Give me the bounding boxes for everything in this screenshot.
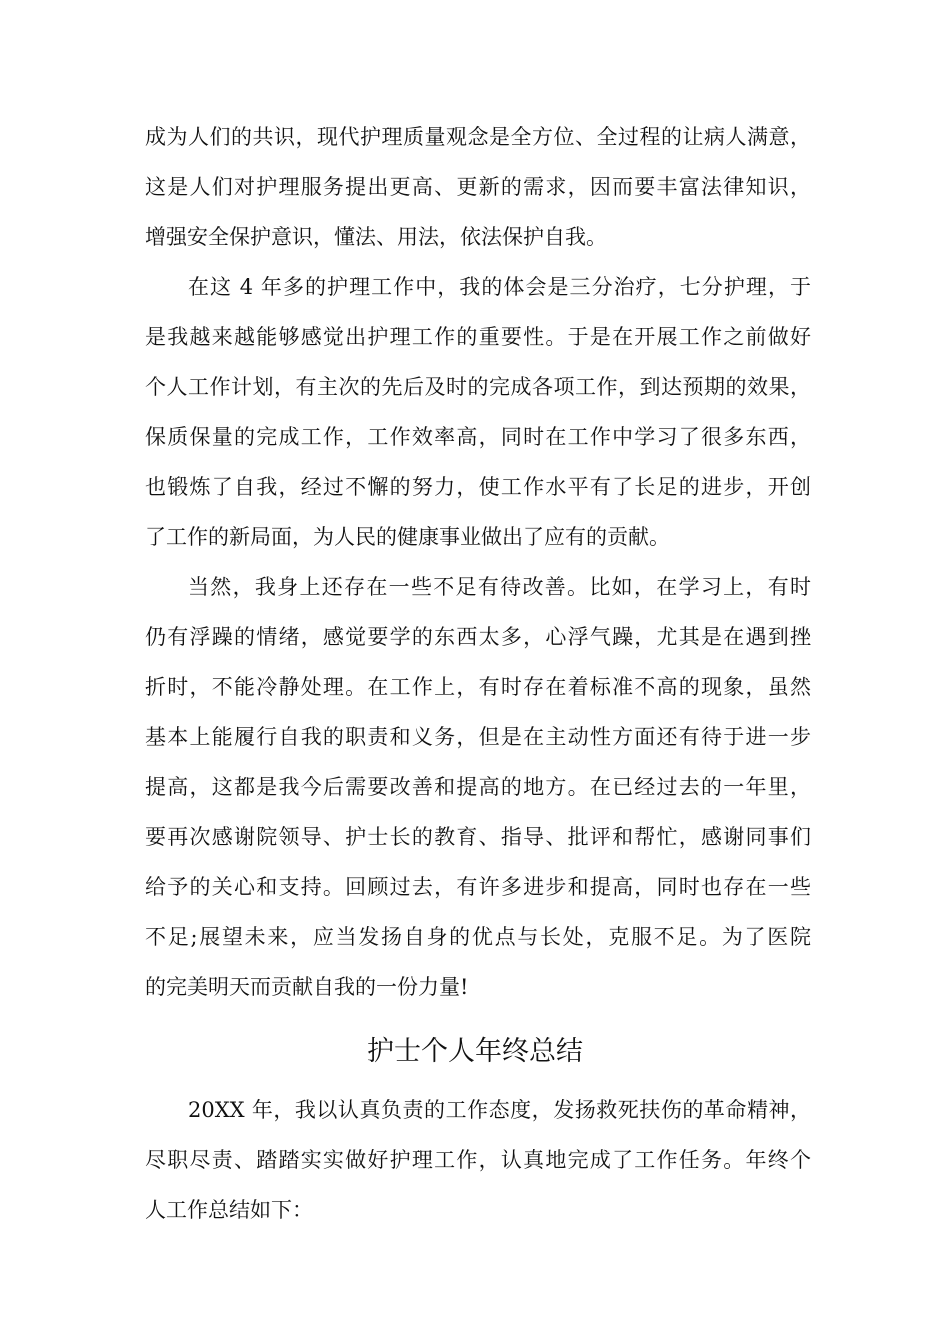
paragraph-1-line-3: 增强安全保护意识，懂法、用法，依法保护自我。	[145, 225, 607, 249]
paragraph-1-line-1: 成为人们的共识，现代护理质量观念是全方位、全过程的让病人满意，	[145, 125, 811, 149]
paragraph-2-line-5: 也锻炼了自我，经过不懈的努力，使工作水平有了长足的进步，开创	[145, 475, 811, 499]
paragraph-3-line-5: 提高，这都是我今后需要改善和提高的地方。在已经过去的一年里，	[145, 775, 811, 799]
paragraph-3-line-9: 的完美明天而贡献自我的一份力量!	[145, 975, 469, 999]
paragraph-2-line-3: 个人工作计划，有主次的先后及时的完成各项工作，到达预期的效果，	[145, 375, 811, 399]
paragraph-3-line-4: 基本上能履行自我的职责和义务，但是在主动性方面还有待于进一步	[145, 725, 811, 749]
paragraph-3-line-2: 仍有浮躁的情绪，感觉要学的东西太多，心浮气躁，尤其是在遇到挫	[145, 625, 811, 649]
paragraph-3-line-6: 要再次感谢院领导、护士长的教育、指导、批评和帮忙，感谢同事们	[145, 825, 811, 849]
paragraph-4-line-2: 尽职尽责、踏踏实实做好护理工作，认真地完成了工作任务。年终个	[145, 1148, 811, 1172]
paragraph-4-line-1: 20XX 年，我以认真负责的工作态度，发扬救死扶伤的革命精神，	[188, 1098, 811, 1122]
paragraph-2-line-1: 在这 4 年多的护理工作中，我的体会是三分治疗，七分护理，于	[188, 275, 811, 299]
paragraph-3-line-8: 不足;展望未来，应当发扬自身的优点与长处，克服不足。为了医院	[145, 925, 811, 949]
paragraph-1-line-2: 这是人们对护理服务提出更高、更新的需求，因而要丰富法律知识，	[145, 175, 811, 199]
paragraph-2-line-2: 是我越来越能够感觉出护理工作的重要性。于是在开展工作之前做好	[145, 325, 811, 349]
paragraph-3-line-3: 折时，不能冷静处理。在工作上，有时存在着标准不高的现象，虽然	[145, 675, 811, 699]
paragraph-3-line-1: 当然，我身上还存在一些不足有待改善。比如，在学习上，有时	[188, 575, 811, 599]
paragraph-4-line-3: 人工作总结如下：	[145, 1198, 313, 1222]
paragraph-2-line-4: 保质保量的完成工作，工作效率高，同时在工作中学习了很多东西，	[145, 425, 811, 449]
paragraph-3-line-7: 给予的关心和支持。回顾过去，有许多进步和提高，同时也存在一些	[145, 875, 811, 899]
paragraph-2-line-6: 了工作的新局面，为人民的健康事业做出了应有的贡献。	[145, 525, 670, 549]
section-heading: 护士个人年终总结	[367, 1036, 583, 1067]
